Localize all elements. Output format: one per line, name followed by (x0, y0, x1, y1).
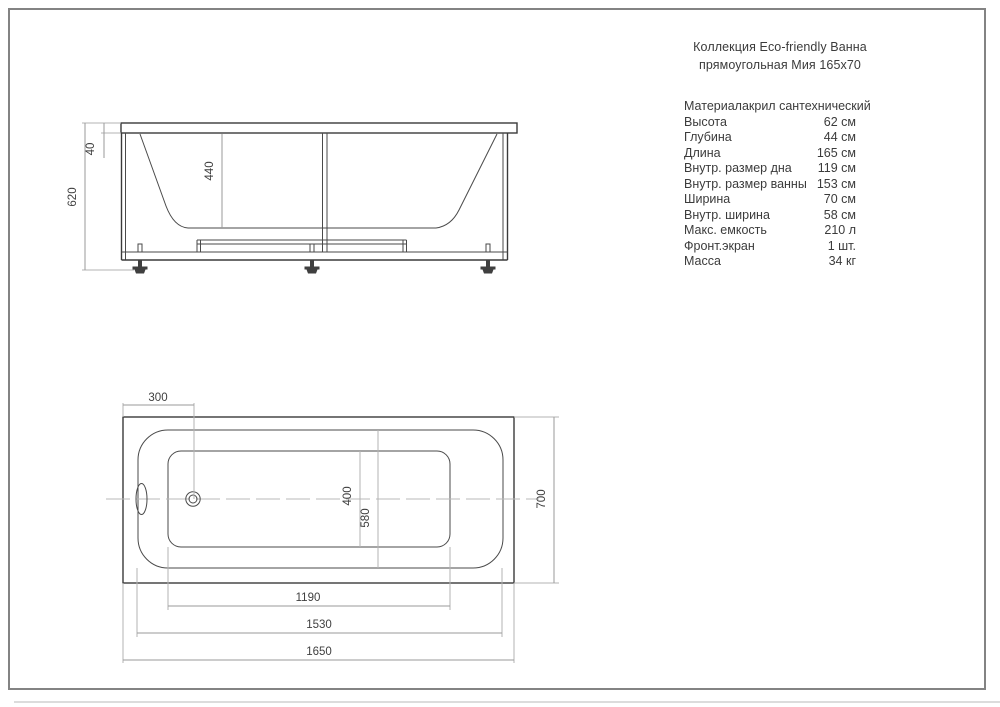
spec-value: 58 см (823, 207, 856, 222)
spec-table (684, 99, 871, 270)
spec-row-length (684, 146, 856, 162)
spec-value: 70 см (823, 192, 856, 206)
top-dim-1190 (168, 547, 450, 610)
top-dim-700 (514, 417, 559, 583)
spec-row-bottom-size (684, 161, 856, 177)
spec-label: Макс. емкость (684, 223, 767, 237)
spec-value: акрил сантехнический (741, 99, 871, 113)
title-line-2: прямоугольная Мия 165х70 (699, 58, 861, 72)
side-foot-left (133, 244, 148, 274)
foot-bolt (486, 244, 490, 252)
spec-row-front-panel (684, 239, 856, 255)
foot-stem (310, 260, 314, 267)
spec-label: Внутр. ширина (684, 207, 770, 222)
spec-value: 34 кг (828, 254, 856, 268)
dim-label-1190: 1190 (295, 592, 321, 604)
dim-label-700: 700 (536, 489, 548, 509)
dim-label-40: 40 (85, 142, 97, 156)
title-line-1: Коллекция Eco-friendly Ванна (693, 40, 867, 54)
spec-row-capacity (684, 223, 856, 239)
spec-label: Внутр. размер дна (684, 161, 792, 175)
side-foot-right (481, 244, 496, 274)
spec-value: 153 см (816, 176, 856, 191)
spec-label: Фронт.экран (684, 238, 755, 253)
drain-inner-circle (189, 495, 197, 503)
spec-row-inner-size (684, 177, 856, 193)
side-foot-center (305, 244, 320, 274)
spec-label: Глубина (684, 130, 732, 144)
spec-value: 44 см (823, 130, 856, 144)
top-dim-300 (123, 392, 194, 499)
spec-row-material (684, 99, 871, 115)
dim-label-620: 620 (67, 187, 79, 207)
spec-value: 62 см (823, 114, 856, 129)
foot-bar (133, 267, 148, 270)
top-outer-rect (123, 417, 514, 583)
title-block (655, 38, 905, 74)
foot-stem (138, 260, 142, 267)
dim-label-440: 440 (204, 161, 216, 181)
dim-label-580: 580 (360, 508, 372, 528)
spec-label: Длина (684, 145, 721, 160)
side-view (67, 123, 517, 274)
foot-bar (305, 267, 320, 270)
spec-row-inner-width (684, 208, 856, 224)
foot-pad (483, 270, 494, 274)
foot-pad (135, 270, 146, 274)
side-tub-profile (140, 134, 497, 228)
side-dim-40 (85, 123, 121, 158)
spec-label: Материал (684, 99, 742, 113)
spec-value: 1 шт. (827, 238, 856, 253)
dim-label-400: 400 (342, 486, 354, 506)
foot-pad (307, 270, 318, 274)
spec-value: 165 см (816, 145, 856, 160)
spec-row-width (684, 192, 856, 208)
foot-bolt (310, 244, 314, 252)
spec-label: Внутр. размер ванны (684, 176, 807, 191)
spec-label: Ширина (684, 192, 731, 206)
spec-label: Высота (684, 114, 727, 129)
side-dim-440 (204, 134, 222, 228)
spec-value: 119 см (817, 161, 856, 175)
dim-label-1530: 1530 (306, 619, 332, 631)
spec-row-height (684, 115, 856, 131)
dim-label-1650: 1650 (306, 646, 332, 658)
spec-value: 210 л (824, 223, 856, 237)
top-view (106, 392, 559, 663)
spec-label: Масса (684, 254, 721, 268)
side-dim-620 (67, 123, 134, 270)
dim-label-300: 300 (148, 392, 168, 404)
foot-stem (486, 260, 490, 267)
spec-row-weight (684, 254, 856, 270)
foot-bar (481, 267, 496, 270)
spec-row-depth (684, 130, 856, 146)
side-rim (121, 123, 517, 133)
foot-bolt (138, 244, 142, 252)
